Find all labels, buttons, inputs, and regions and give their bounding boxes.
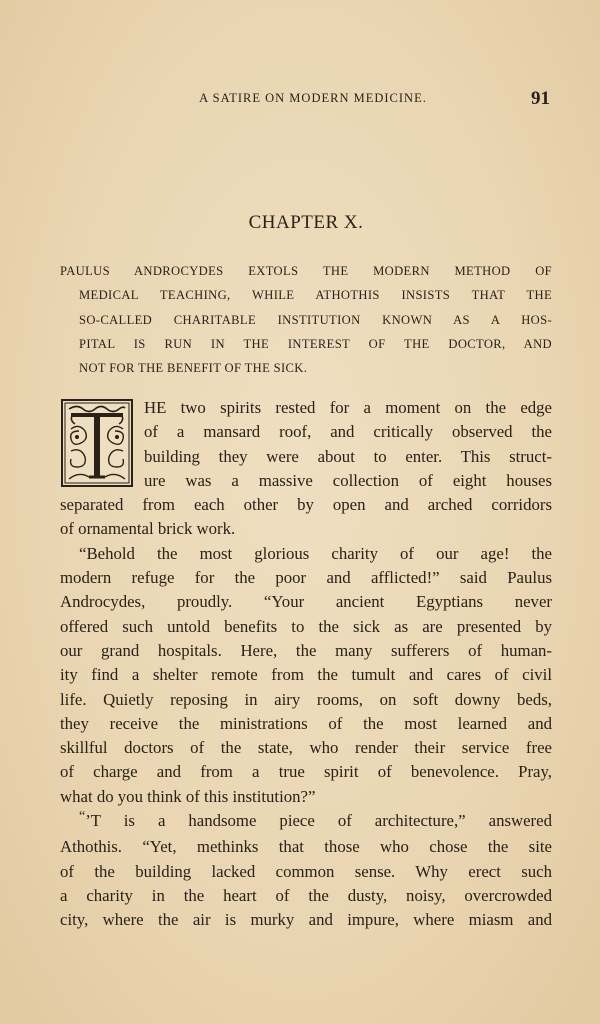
body-line: “Behold the most glorious charity of our age! the (79, 543, 552, 563)
body-line: offered such untold benefits to the sick as are presented by (60, 616, 552, 636)
body-line: modern refuge for the poor and afflicted!” said Paulus (60, 568, 552, 588)
body-line: skillful doctors of the state, who render their service free (60, 738, 552, 758)
summary-line: PAULUS ANDROCYDES EXTOLS THE MODERN METHOD OF (60, 264, 552, 278)
summary-line: SO-CALLED CHARITABLE INSTITUTION KNOWN AS A HOS- (79, 312, 552, 327)
body-text (60, 396, 552, 933)
summary-line: MEDICAL TEACHING, WHILE ATHOTHIS INSISTS THAT THE (79, 288, 552, 303)
running-head (60, 88, 552, 112)
body-line: our grand hospitals. Here, the many sufferers of human- (60, 640, 552, 660)
body-line: ’T is a handsome piece of architecture,” answered (85, 811, 552, 831)
chapter-summary (60, 259, 552, 380)
body-line: of a mansard roof, and critically observed the (144, 422, 552, 442)
body-line: HE two spirits rested for a moment on the edge (144, 398, 552, 417)
body-line: city, where the air is murky and impure, where miasm and (60, 910, 552, 930)
summary-line: PITAL IS RUN IN THE INTEREST OF THE DOCTOR, AND (79, 336, 552, 351)
body-line: a charity in the heart of the dusty, noisy, overcrowded (60, 885, 552, 905)
body-line: of ornamental brick work. (60, 519, 236, 539)
body-line: of charge and from a true spirit of benevolence. Pray, (60, 762, 552, 782)
body-line: building they were about to enter. This struct- (144, 446, 552, 466)
page-number: 91 (531, 88, 550, 109)
body-line: separated from each other by open and arched corridors (60, 495, 552, 515)
body-line: Androcydes, proudly. “Your ancient Egyptians never (60, 592, 552, 612)
summary-line: NOT FOR THE BENEFIT OF THE SICK. (79, 361, 308, 376)
body-line-with-quote (60, 809, 552, 835)
body-line: of the building lacked common sense. Why erect such (60, 861, 552, 881)
body-line: ure was a massive collection of eight houses (144, 470, 552, 490)
body-line: life. Quietly reposing in airy rooms, on soft downy beds, (60, 689, 552, 709)
running-title: A SATIRE ON MODERN MEDICINE. (199, 91, 427, 105)
body-line: they receive the ministrations of the most learned and (60, 713, 552, 733)
body-line: Athothis. “Yet, methinks that those who chose the site (60, 837, 552, 857)
chapter-title: CHAPTER X. (248, 212, 364, 233)
body-line: what do you think of this institution?” (60, 786, 316, 806)
body-line: ity find a shelter remote from the tumult and cares of civil (60, 665, 552, 685)
opening-quote-mark: “ (79, 809, 86, 825)
